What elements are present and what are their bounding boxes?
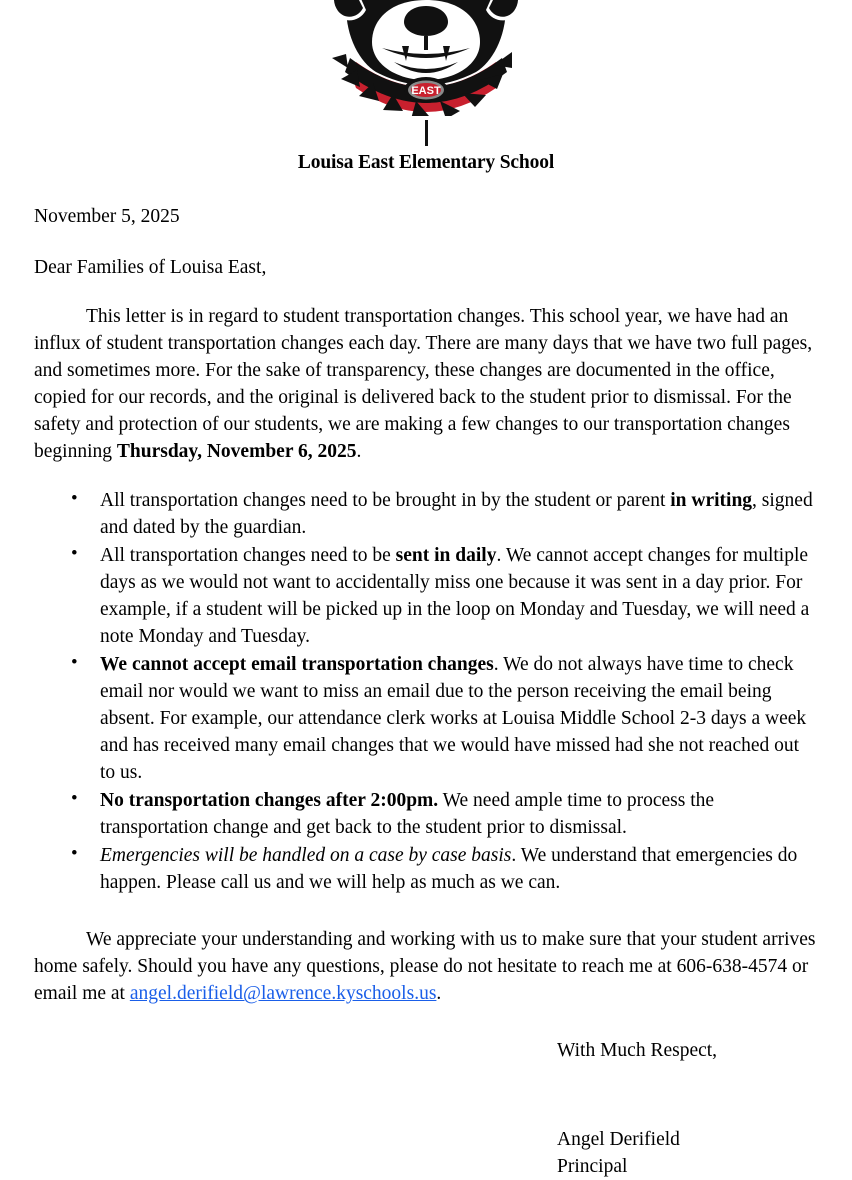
bullet-rest: . We do not always have time to check email nor would we want to miss an email due to the person receiving the email being absent. For example, our attendance clerk works at Louisa Middle School 2-3 days a week and has received many email changes that we would have missed had she not reached out to us.	[100, 654, 807, 784]
letter-date: November 5, 2025	[34, 206, 180, 228]
text-cursor-bar	[425, 120, 428, 146]
intro-paragraph	[34, 303, 818, 465]
bullet-emphasis: in writing	[670, 490, 753, 512]
bullet-lead-plain: All transportation changes need to be	[100, 545, 396, 567]
school-name-heading: Louisa East Elementary School	[297, 152, 555, 173]
bullet-emphasis: No transportation changes after 2:00pm.	[100, 790, 439, 812]
list-item	[68, 842, 818, 896]
letter-salutation: Dear Families of Louisa East,	[34, 257, 267, 279]
bulldog-mascot-logo	[316, 0, 536, 116]
collar-tag	[404, 77, 448, 103]
svg-text:EAST: EAST	[411, 85, 441, 97]
closing-paragraph	[34, 926, 818, 1007]
bullet-lead-plain: All transportation changes need to be brought in by the student or parent	[100, 490, 671, 512]
bullet-rest: . We understand that emergencies do happen. Please call us and we will help as much as we can.	[100, 845, 798, 894]
list-item	[68, 651, 818, 786]
signer-title: Principal	[557, 1156, 628, 1178]
letterhead	[0, 0, 852, 173]
email-link[interactable]: angel.derifield@lawrence.kyschools.us	[129, 983, 437, 1005]
intro-text-part1: This letter is in regard to student transportation changes. This school year, we have had an influx of student transportation changes each day. There are many days that we have two full pages, and sometimes more. For the sake of transparency, these changes are documented in the office, copied for our records, and the original is delivered back to the student prior to dismissal. For the safety and protection of our students, we are making a few changes to our transportation changes beginning	[34, 306, 813, 463]
bullet-rest: We need ample time to process the transportation change and get back to the student prior to dismissal.	[100, 790, 715, 839]
bullet-emphasis: We cannot accept email transportation changes	[100, 654, 494, 676]
closing-text-part2: .	[436, 983, 442, 1005]
signoff-line: With Much Respect,	[557, 1040, 718, 1062]
signer-name: Angel Derifield	[557, 1129, 680, 1151]
bullet-rest: . We cannot accept changes for multiple days as we would not want to accidentally miss one because it was sent in a day prior. For example, if a student will be picked up in the loop on Monday and Tuesday, we will need a note Monday and Tuesday.	[100, 545, 810, 648]
list-item	[68, 487, 818, 541]
signature-block	[34, 1037, 818, 1180]
letter-content	[0, 203, 852, 1180]
list-item	[68, 542, 818, 650]
bullet-emphasis: sent in daily	[395, 545, 497, 567]
intro-text-part2: .	[356, 441, 362, 463]
closing-text-part1: We appreciate your understanding and working with us to make sure that your student arrives home safely. Should you have any questions, please do not hesitate to reach me at 606-638-4574 or email me at	[34, 929, 816, 1005]
bullet-rest: , signed and dated by the guardian.	[100, 490, 813, 539]
list-item	[68, 787, 818, 841]
effective-date-bold: Thursday, November 6, 2025	[116, 441, 357, 463]
policy-bullet-list	[34, 487, 818, 896]
bullet-emphasis: Emergencies will be handled on a case by case basis	[100, 845, 512, 867]
